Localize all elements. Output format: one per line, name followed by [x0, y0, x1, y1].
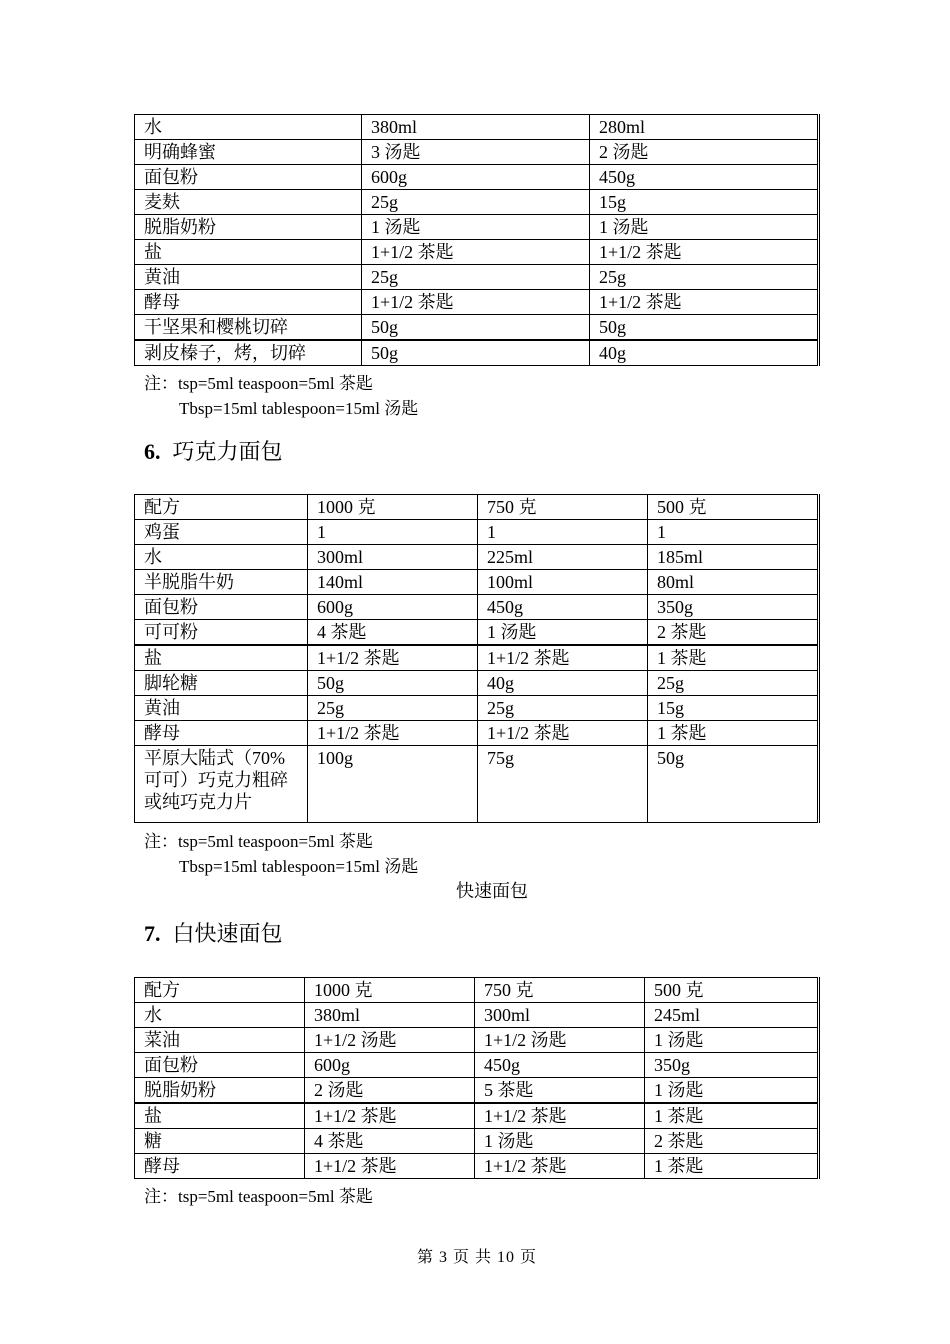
table-row: [135, 520, 819, 545]
table-row: [135, 495, 819, 520]
ingredient-cell: 黄油: [135, 265, 362, 290]
ingredient-cell: 平原大陆式（70%可可）巧克力粗碎或纯巧克力片: [135, 746, 308, 823]
ingredient-cell: 干坚果和樱桃切碎: [135, 315, 362, 341]
amount-cell: 380ml: [362, 115, 590, 140]
amount-cell: 600g: [305, 1053, 475, 1078]
amount-cell: 300ml: [475, 1003, 645, 1028]
amount-cell: 1+1/2 茶匙: [590, 290, 819, 315]
table-row: [135, 746, 819, 823]
table-row: [135, 595, 819, 620]
amount-cell: 1+1/2 茶匙: [362, 240, 590, 265]
amount-cell: 50g: [308, 671, 478, 696]
ingredient-cell: 脱脂奶粉: [135, 1078, 305, 1104]
page-footer: 第 3 页 共 10 页: [416, 1249, 537, 1266]
ingredient-cell: 水: [135, 1003, 305, 1028]
amount-cell: 1+1/2 茶匙: [590, 240, 819, 265]
table-row: [135, 721, 819, 746]
amount-cell: 1+1/2 茶匙: [478, 721, 648, 746]
amount-cell: 1 汤匙: [645, 1028, 819, 1053]
ingredient-cell: 面包粉: [135, 595, 308, 620]
amount-cell: 1: [308, 520, 478, 545]
amount-cell: 4 茶匙: [308, 620, 478, 646]
amount-cell: 15g: [590, 190, 819, 215]
amount-cell: 350g: [648, 595, 819, 620]
amount-cell: 1 茶匙: [648, 645, 819, 671]
amount-cell: 1+1/2 茶匙: [475, 1154, 645, 1179]
table-row: [135, 190, 819, 215]
amount-cell: 50g: [590, 315, 819, 341]
table-row: [135, 165, 819, 190]
ingredient-cell: 黄油: [135, 696, 308, 721]
amount-cell: 140ml: [308, 570, 478, 595]
amount-cell: 380ml: [305, 1003, 475, 1028]
chocolate-bread-table-block: [134, 494, 820, 823]
amount-cell: 1+1/2 茶匙: [308, 645, 478, 671]
section-number: 7.: [144, 921, 161, 946]
table-row: [135, 140, 819, 165]
section-6-heading: [144, 438, 283, 466]
amount-cell: 100g: [308, 746, 478, 823]
section-title: 白快速面包: [172, 921, 283, 946]
ingredient-table-2: [134, 494, 820, 823]
table-row: [135, 1103, 819, 1129]
amount-cell: 2 茶匙: [645, 1129, 819, 1154]
amount-cell: 50g: [648, 746, 819, 823]
amount-cell: 3 汤匙: [362, 140, 590, 165]
quick-bread-label: 快速面包: [456, 881, 528, 901]
amount-cell: 600g: [308, 595, 478, 620]
ingredient-cell: 盐: [135, 240, 362, 265]
amount-cell: 750 克: [475, 978, 645, 1003]
amount-cell: 80ml: [648, 570, 819, 595]
table-row: [135, 620, 819, 646]
quick-bread-table-block: [134, 977, 820, 1179]
amount-cell: 1 汤匙: [478, 620, 648, 646]
amount-cell: 2 汤匙: [305, 1078, 475, 1104]
amount-cell: 500 克: [648, 495, 819, 520]
amount-cell: 1+1/2 汤匙: [305, 1028, 475, 1053]
ingredient-cell: 明确蜂蜜: [135, 140, 362, 165]
ingredient-cell: 盐: [135, 645, 308, 671]
amount-cell: 185ml: [648, 545, 819, 570]
table-row: [135, 290, 819, 315]
ingredient-table-3: [134, 977, 820, 1179]
amount-cell: 50g: [362, 315, 590, 341]
amount-cell: 1+1/2 茶匙: [308, 721, 478, 746]
amount-cell: 25g: [308, 696, 478, 721]
section-title: 巧克力面包: [172, 439, 283, 464]
table-row: [135, 1003, 819, 1028]
ingredient-cell: 半脱脂牛奶: [135, 570, 308, 595]
unit-note-3: 注：tsp=5ml teaspoon=5ml 茶匙: [144, 1187, 373, 1206]
amount-cell: 1 茶匙: [645, 1154, 819, 1179]
amount-cell: 25g: [648, 671, 819, 696]
ingredient-cell: 糖: [135, 1129, 305, 1154]
amount-cell: 1: [648, 520, 819, 545]
amount-cell: 100ml: [478, 570, 648, 595]
ingredient-cell: 脱脂奶粉: [135, 215, 362, 240]
ingredient-cell: 面包粉: [135, 1053, 305, 1078]
amount-cell: 2 汤匙: [590, 140, 819, 165]
amount-cell: 1 汤匙: [590, 215, 819, 240]
amount-cell: 1 茶匙: [648, 721, 819, 746]
table-row: [135, 240, 819, 265]
ingredient-cell: 配方: [135, 495, 308, 520]
table-row: [135, 1154, 819, 1179]
amount-cell: 25g: [590, 265, 819, 290]
recipe-table-continued: [134, 114, 820, 366]
table-row: [135, 1129, 819, 1154]
table-row: [135, 645, 819, 671]
amount-cell: 750 克: [478, 495, 648, 520]
ingredient-cell: 可可粉: [135, 620, 308, 646]
amount-cell: 1+1/2 茶匙: [478, 645, 648, 671]
amount-cell: 300ml: [308, 545, 478, 570]
table-row: [135, 1078, 819, 1104]
table-row: [135, 1053, 819, 1078]
unit-note-1: 注：tsp=5ml teaspoon=5ml 茶匙: [144, 374, 373, 393]
amount-cell: 450g: [475, 1053, 645, 1078]
ingredient-cell: 面包粉: [135, 165, 362, 190]
table-row: [135, 265, 819, 290]
amount-cell: 245ml: [645, 1003, 819, 1028]
amount-cell: 4 茶匙: [305, 1129, 475, 1154]
amount-cell: 25g: [362, 265, 590, 290]
ingredient-cell: 酵母: [135, 290, 362, 315]
amount-cell: 25g: [478, 696, 648, 721]
unit-note-2b: Tbsp=15ml tablespoon=15ml 汤匙: [179, 857, 419, 876]
ingredient-cell: 盐: [135, 1103, 305, 1129]
amount-cell: 280ml: [590, 115, 819, 140]
amount-cell: 1 茶匙: [645, 1103, 819, 1129]
amount-cell: 500 克: [645, 978, 819, 1003]
amount-cell: 15g: [648, 696, 819, 721]
table-row: [135, 978, 819, 1003]
ingredient-table-1: [134, 114, 820, 366]
table-row: [135, 671, 819, 696]
amount-cell: 1+1/2 汤匙: [475, 1028, 645, 1053]
amount-cell: 1 汤匙: [475, 1129, 645, 1154]
amount-cell: 450g: [478, 595, 648, 620]
section-number: 6.: [144, 439, 161, 464]
ingredient-cell: 酵母: [135, 721, 308, 746]
amount-cell: 1+1/2 茶匙: [305, 1154, 475, 1179]
amount-cell: 350g: [645, 1053, 819, 1078]
amount-cell: 1: [478, 520, 648, 545]
ingredient-cell: 配方: [135, 978, 305, 1003]
ingredient-cell: 水: [135, 545, 308, 570]
table-row: [135, 215, 819, 240]
amount-cell: 75g: [478, 746, 648, 823]
amount-cell: 450g: [590, 165, 819, 190]
ingredient-cell: 菜油: [135, 1028, 305, 1053]
amount-cell: 40g: [590, 340, 819, 366]
ingredient-cell: 脚轮糖: [135, 671, 308, 696]
amount-cell: 25g: [362, 190, 590, 215]
amount-cell: 1+1/2 茶匙: [475, 1103, 645, 1129]
ingredient-cell: 麦麸: [135, 190, 362, 215]
amount-cell: 1000 克: [305, 978, 475, 1003]
amount-cell: 40g: [478, 671, 648, 696]
amount-cell: 1 汤匙: [645, 1078, 819, 1104]
unit-note-2: 注：tsp=5ml teaspoon=5ml 茶匙: [144, 832, 373, 851]
table-row: [135, 340, 819, 366]
amount-cell: 2 茶匙: [648, 620, 819, 646]
amount-cell: 1+1/2 茶匙: [362, 290, 590, 315]
ingredient-cell: 剥皮榛子，烤，切碎: [135, 340, 362, 366]
table-row: [135, 696, 819, 721]
amount-cell: 1 汤匙: [362, 215, 590, 240]
ingredient-cell: 水: [135, 115, 362, 140]
ingredient-cell: 鸡蛋: [135, 520, 308, 545]
amount-cell: 1000 克: [308, 495, 478, 520]
unit-note-1b: Tbsp=15ml tablespoon=15ml 汤匙: [179, 399, 419, 418]
amount-cell: 5 茶匙: [475, 1078, 645, 1104]
amount-cell: 600g: [362, 165, 590, 190]
table-row: [135, 115, 819, 140]
ingredient-cell: 酵母: [135, 1154, 305, 1179]
section-7-heading: [144, 920, 283, 948]
amount-cell: 225ml: [478, 545, 648, 570]
amount-cell: 1+1/2 茶匙: [305, 1103, 475, 1129]
table-row: [135, 570, 819, 595]
table-row: [135, 315, 819, 341]
table-row: [135, 1028, 819, 1053]
amount-cell: 50g: [362, 340, 590, 366]
table-row: [135, 545, 819, 570]
